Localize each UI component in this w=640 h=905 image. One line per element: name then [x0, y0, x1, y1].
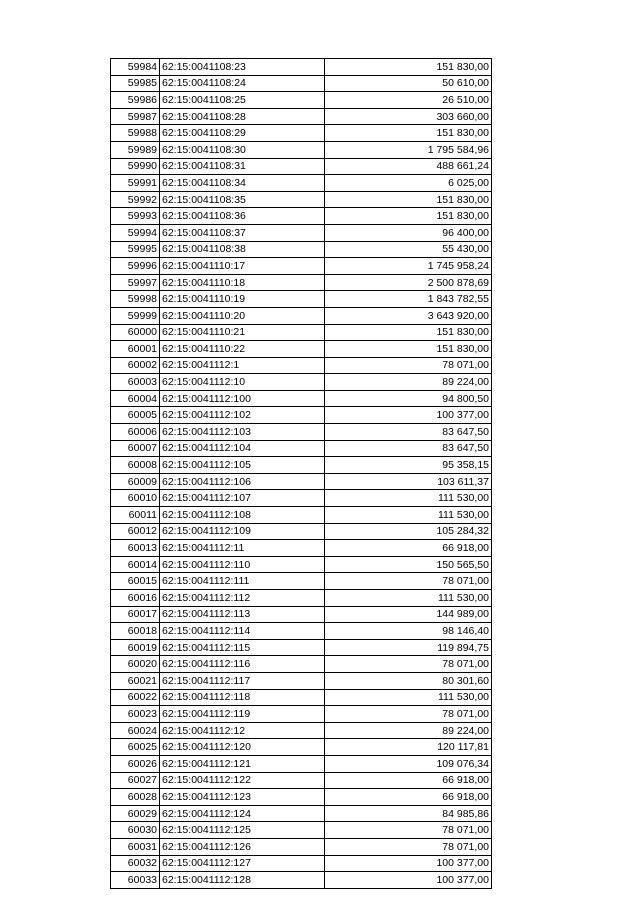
row-number-cell: 60002	[111, 357, 160, 374]
cadastral-number-cell: 62:15:0041112:105	[160, 457, 325, 474]
cadastral-number-cell: 62:15:0041112:102	[160, 407, 325, 424]
cadastral-number-cell: 62:15:0041108:24	[160, 75, 325, 92]
table-row	[111, 755, 492, 772]
cadastral-number-cell: 62:15:0041108:36	[160, 208, 325, 225]
cadastral-value-cell: 120 117,81	[325, 739, 492, 756]
cadastral-value-cell: 78 071,00	[325, 357, 492, 374]
table-row	[111, 507, 492, 524]
cadastral-number-cell: 62:15:0041110:20	[160, 307, 325, 324]
cadastral-number-cell: 62:15:0041108:31	[160, 158, 325, 175]
row-number-cell: 59993	[111, 208, 160, 225]
table-row	[111, 490, 492, 507]
table-row	[111, 258, 492, 275]
row-number-cell: 60019	[111, 639, 160, 656]
table-row	[111, 656, 492, 673]
cadastral-value-cell: 488 661,24	[325, 158, 492, 175]
cadastral-number-cell: 62:15:0041112:111	[160, 573, 325, 590]
row-number-cell: 59984	[111, 59, 160, 76]
cadastral-value-cell: 66 918,00	[325, 772, 492, 789]
row-number-cell: 60005	[111, 407, 160, 424]
row-number-cell: 60026	[111, 755, 160, 772]
row-number-cell: 59986	[111, 92, 160, 109]
row-number-cell: 59989	[111, 141, 160, 158]
cadastral-value-cell: 94 800,50	[325, 390, 492, 407]
table-row	[111, 241, 492, 258]
row-number-cell: 60028	[111, 789, 160, 806]
row-number-cell: 59997	[111, 274, 160, 291]
cadastral-value-cell: 55 430,00	[325, 241, 492, 258]
table-row	[111, 374, 492, 391]
row-number-cell: 60030	[111, 822, 160, 839]
cadastral-value-cell: 1 795 584,96	[325, 141, 492, 158]
cadastral-value-cell: 109 076,34	[325, 755, 492, 772]
row-number-cell: 60020	[111, 656, 160, 673]
cadastral-value-cell: 111 530,00	[325, 507, 492, 524]
cadastral-value-cell: 83 647,50	[325, 424, 492, 441]
cadastral-value-cell: 100 377,00	[325, 407, 492, 424]
cadastral-value-cell: 78 071,00	[325, 656, 492, 673]
table-row	[111, 291, 492, 308]
cadastral-number-cell: 62:15:0041112:12	[160, 722, 325, 739]
cadastral-number-cell: 62:15:0041112:11	[160, 540, 325, 557]
cadastral-value-cell: 100 377,00	[325, 855, 492, 872]
row-number-cell: 60033	[111, 872, 160, 889]
cadastral-value-cell: 66 918,00	[325, 540, 492, 557]
cadastral-value-cell: 95 358,15	[325, 457, 492, 474]
row-number-cell: 60032	[111, 855, 160, 872]
cadastral-value-cell: 89 224,00	[325, 374, 492, 391]
row-number-cell: 60013	[111, 540, 160, 557]
cadastral-value-cell: 96 400,00	[325, 224, 492, 241]
cadastral-value-cell: 111 530,00	[325, 490, 492, 507]
cadastral-number-cell: 62:15:0041110:18	[160, 274, 325, 291]
cadastral-value-cell: 151 830,00	[325, 208, 492, 225]
row-number-cell: 60014	[111, 556, 160, 573]
cadastral-value-cell: 151 830,00	[325, 125, 492, 142]
cadastral-value-cell: 105 284,32	[325, 523, 492, 540]
cadastral-number-cell: 62:15:0041108:23	[160, 59, 325, 76]
cadastral-value-cell: 66 918,00	[325, 789, 492, 806]
table-row	[111, 424, 492, 441]
row-number-cell: 60001	[111, 341, 160, 358]
cadastral-value-cell: 3 643 920,00	[325, 307, 492, 324]
table-row	[111, 706, 492, 723]
cadastral-value-cell: 150 565,50	[325, 556, 492, 573]
cadastral-number-cell: 62:15:0041112:108	[160, 507, 325, 524]
row-number-cell: 59985	[111, 75, 160, 92]
cadastral-number-cell: 62:15:0041112:103	[160, 424, 325, 441]
cadastral-number-cell: 62:15:0041110:21	[160, 324, 325, 341]
cadastral-value-cell: 26 510,00	[325, 92, 492, 109]
table-row	[111, 739, 492, 756]
cadastral-number-cell: 62:15:0041112:113	[160, 606, 325, 623]
table-row	[111, 224, 492, 241]
cadastral-value-cell: 151 830,00	[325, 191, 492, 208]
row-number-cell: 60007	[111, 440, 160, 457]
cadastral-value-cell: 84 985,86	[325, 805, 492, 822]
cadastral-number-cell: 62:15:0041112:107	[160, 490, 325, 507]
cadastral-value-cell: 1 745 958,24	[325, 258, 492, 275]
table-row	[111, 75, 492, 92]
row-number-cell: 59998	[111, 291, 160, 308]
table-row	[111, 324, 492, 341]
row-number-cell: 60018	[111, 623, 160, 640]
cadastral-number-cell: 62:15:0041112:125	[160, 822, 325, 839]
table-row	[111, 141, 492, 158]
table-row	[111, 606, 492, 623]
row-number-cell: 60031	[111, 838, 160, 855]
row-number-cell: 60008	[111, 457, 160, 474]
cadastral-value-cell: 78 071,00	[325, 706, 492, 723]
row-number-cell: 60016	[111, 590, 160, 607]
row-number-cell: 60011	[111, 507, 160, 524]
cadastral-number-cell: 62:15:0041112:122	[160, 772, 325, 789]
cadastral-number-cell: 62:15:0041112:118	[160, 689, 325, 706]
cadastral-value-table	[110, 58, 492, 889]
cadastral-number-cell: 62:15:0041110:17	[160, 258, 325, 275]
table-row	[111, 341, 492, 358]
cadastral-number-cell: 62:15:0041112:126	[160, 838, 325, 855]
table-row	[111, 722, 492, 739]
row-number-cell: 59990	[111, 158, 160, 175]
cadastral-number-cell: 62:15:0041112:112	[160, 590, 325, 607]
cadastral-number-cell: 62:15:0041108:34	[160, 175, 325, 192]
cadastral-number-cell: 62:15:0041108:37	[160, 224, 325, 241]
cadastral-number-cell: 62:15:0041112:119	[160, 706, 325, 723]
table-row	[111, 125, 492, 142]
cadastral-value-cell: 78 071,00	[325, 573, 492, 590]
cadastral-value-cell: 151 830,00	[325, 324, 492, 341]
row-number-cell: 59987	[111, 108, 160, 125]
table-row	[111, 672, 492, 689]
cadastral-number-cell: 62:15:0041112:117	[160, 672, 325, 689]
table-row	[111, 108, 492, 125]
cadastral-value-cell: 98 146,40	[325, 623, 492, 640]
row-number-cell: 60006	[111, 424, 160, 441]
table-row	[111, 274, 492, 291]
table-row	[111, 855, 492, 872]
row-number-cell: 59992	[111, 191, 160, 208]
cadastral-number-cell: 62:15:0041110:22	[160, 341, 325, 358]
table-row	[111, 473, 492, 490]
cadastral-value-cell: 83 647,50	[325, 440, 492, 457]
table-row	[111, 307, 492, 324]
row-number-cell: 60024	[111, 722, 160, 739]
table-body	[111, 59, 492, 889]
row-number-cell: 59994	[111, 224, 160, 241]
row-number-cell: 60025	[111, 739, 160, 756]
table-row	[111, 208, 492, 225]
row-number-cell: 60003	[111, 374, 160, 391]
table-row	[111, 590, 492, 607]
row-number-cell: 60010	[111, 490, 160, 507]
table-row	[111, 872, 492, 889]
table-row	[111, 59, 492, 76]
cadastral-value-cell: 6 025,00	[325, 175, 492, 192]
cadastral-number-cell: 62:15:0041112:104	[160, 440, 325, 457]
cadastral-number-cell: 62:15:0041112:114	[160, 623, 325, 640]
cadastral-value-cell: 78 071,00	[325, 838, 492, 855]
row-number-cell: 60029	[111, 805, 160, 822]
cadastral-number-cell: 62:15:0041112:124	[160, 805, 325, 822]
table-row	[111, 457, 492, 474]
cadastral-value-cell: 119 894,75	[325, 639, 492, 656]
table-row	[111, 623, 492, 640]
cadastral-value-cell: 2 500 878,69	[325, 274, 492, 291]
table-row	[111, 158, 492, 175]
table-row	[111, 573, 492, 590]
row-number-cell: 59995	[111, 241, 160, 258]
table-row	[111, 639, 492, 656]
row-number-cell: 59999	[111, 307, 160, 324]
cadastral-number-cell: 62:15:0041108:29	[160, 125, 325, 142]
cadastral-number-cell: 62:15:0041112:115	[160, 639, 325, 656]
row-number-cell: 59996	[111, 258, 160, 275]
row-number-cell: 60015	[111, 573, 160, 590]
cadastral-value-cell: 111 530,00	[325, 590, 492, 607]
row-number-cell: 60022	[111, 689, 160, 706]
table-row	[111, 407, 492, 424]
row-number-cell: 60021	[111, 672, 160, 689]
cadastral-number-cell: 62:15:0041112:100	[160, 390, 325, 407]
cadastral-number-cell: 62:15:0041112:116	[160, 656, 325, 673]
cadastral-number-cell: 62:15:0041112:128	[160, 872, 325, 889]
table-row	[111, 838, 492, 855]
table-row	[111, 390, 492, 407]
cadastral-number-cell: 62:15:0041110:19	[160, 291, 325, 308]
table-row	[111, 772, 492, 789]
cadastral-number-cell: 62:15:0041112:120	[160, 739, 325, 756]
cadastral-value-cell: 144 989,00	[325, 606, 492, 623]
cadastral-value-cell: 103 611,37	[325, 473, 492, 490]
cadastral-number-cell: 62:15:0041112:1	[160, 357, 325, 374]
cadastral-number-cell: 62:15:0041112:127	[160, 855, 325, 872]
table-row	[111, 191, 492, 208]
cadastral-value-cell: 80 301,60	[325, 672, 492, 689]
cadastral-number-cell: 62:15:0041108:30	[160, 141, 325, 158]
row-number-cell: 60023	[111, 706, 160, 723]
cadastral-number-cell: 62:15:0041108:25	[160, 92, 325, 109]
row-number-cell: 60004	[111, 390, 160, 407]
table-row	[111, 440, 492, 457]
table-row	[111, 540, 492, 557]
cadastral-value-cell: 100 377,00	[325, 872, 492, 889]
cadastral-number-cell: 62:15:0041112:110	[160, 556, 325, 573]
table-row	[111, 789, 492, 806]
table-row	[111, 689, 492, 706]
row-number-cell: 60012	[111, 523, 160, 540]
cadastral-number-cell: 62:15:0041108:35	[160, 191, 325, 208]
cadastral-number-cell: 62:15:0041112:121	[160, 755, 325, 772]
row-number-cell: 59991	[111, 175, 160, 192]
row-number-cell: 60017	[111, 606, 160, 623]
table-row	[111, 175, 492, 192]
cadastral-value-cell: 151 830,00	[325, 341, 492, 358]
table-row	[111, 92, 492, 109]
cadastral-number-cell: 62:15:0041112:10	[160, 374, 325, 391]
cadastral-value-cell: 1 843 782,55	[325, 291, 492, 308]
table-row	[111, 822, 492, 839]
cadastral-value-cell: 50 610,00	[325, 75, 492, 92]
row-number-cell: 59988	[111, 125, 160, 142]
cadastral-number-cell: 62:15:0041112:123	[160, 789, 325, 806]
table-row	[111, 523, 492, 540]
table-row	[111, 556, 492, 573]
cadastral-number-cell: 62:15:0041108:38	[160, 241, 325, 258]
table-row	[111, 805, 492, 822]
cadastral-value-cell: 78 071,00	[325, 822, 492, 839]
cadastral-number-cell: 62:15:0041112:106	[160, 473, 325, 490]
cadastral-value-cell: 303 660,00	[325, 108, 492, 125]
row-number-cell: 60000	[111, 324, 160, 341]
cadastral-number-cell: 62:15:0041112:109	[160, 523, 325, 540]
row-number-cell: 60027	[111, 772, 160, 789]
cadastral-value-cell: 111 530,00	[325, 689, 492, 706]
row-number-cell: 60009	[111, 473, 160, 490]
cadastral-number-cell: 62:15:0041108:28	[160, 108, 325, 125]
table-row	[111, 357, 492, 374]
cadastral-value-cell: 151 830,00	[325, 59, 492, 76]
cadastral-value-cell: 89 224,00	[325, 722, 492, 739]
